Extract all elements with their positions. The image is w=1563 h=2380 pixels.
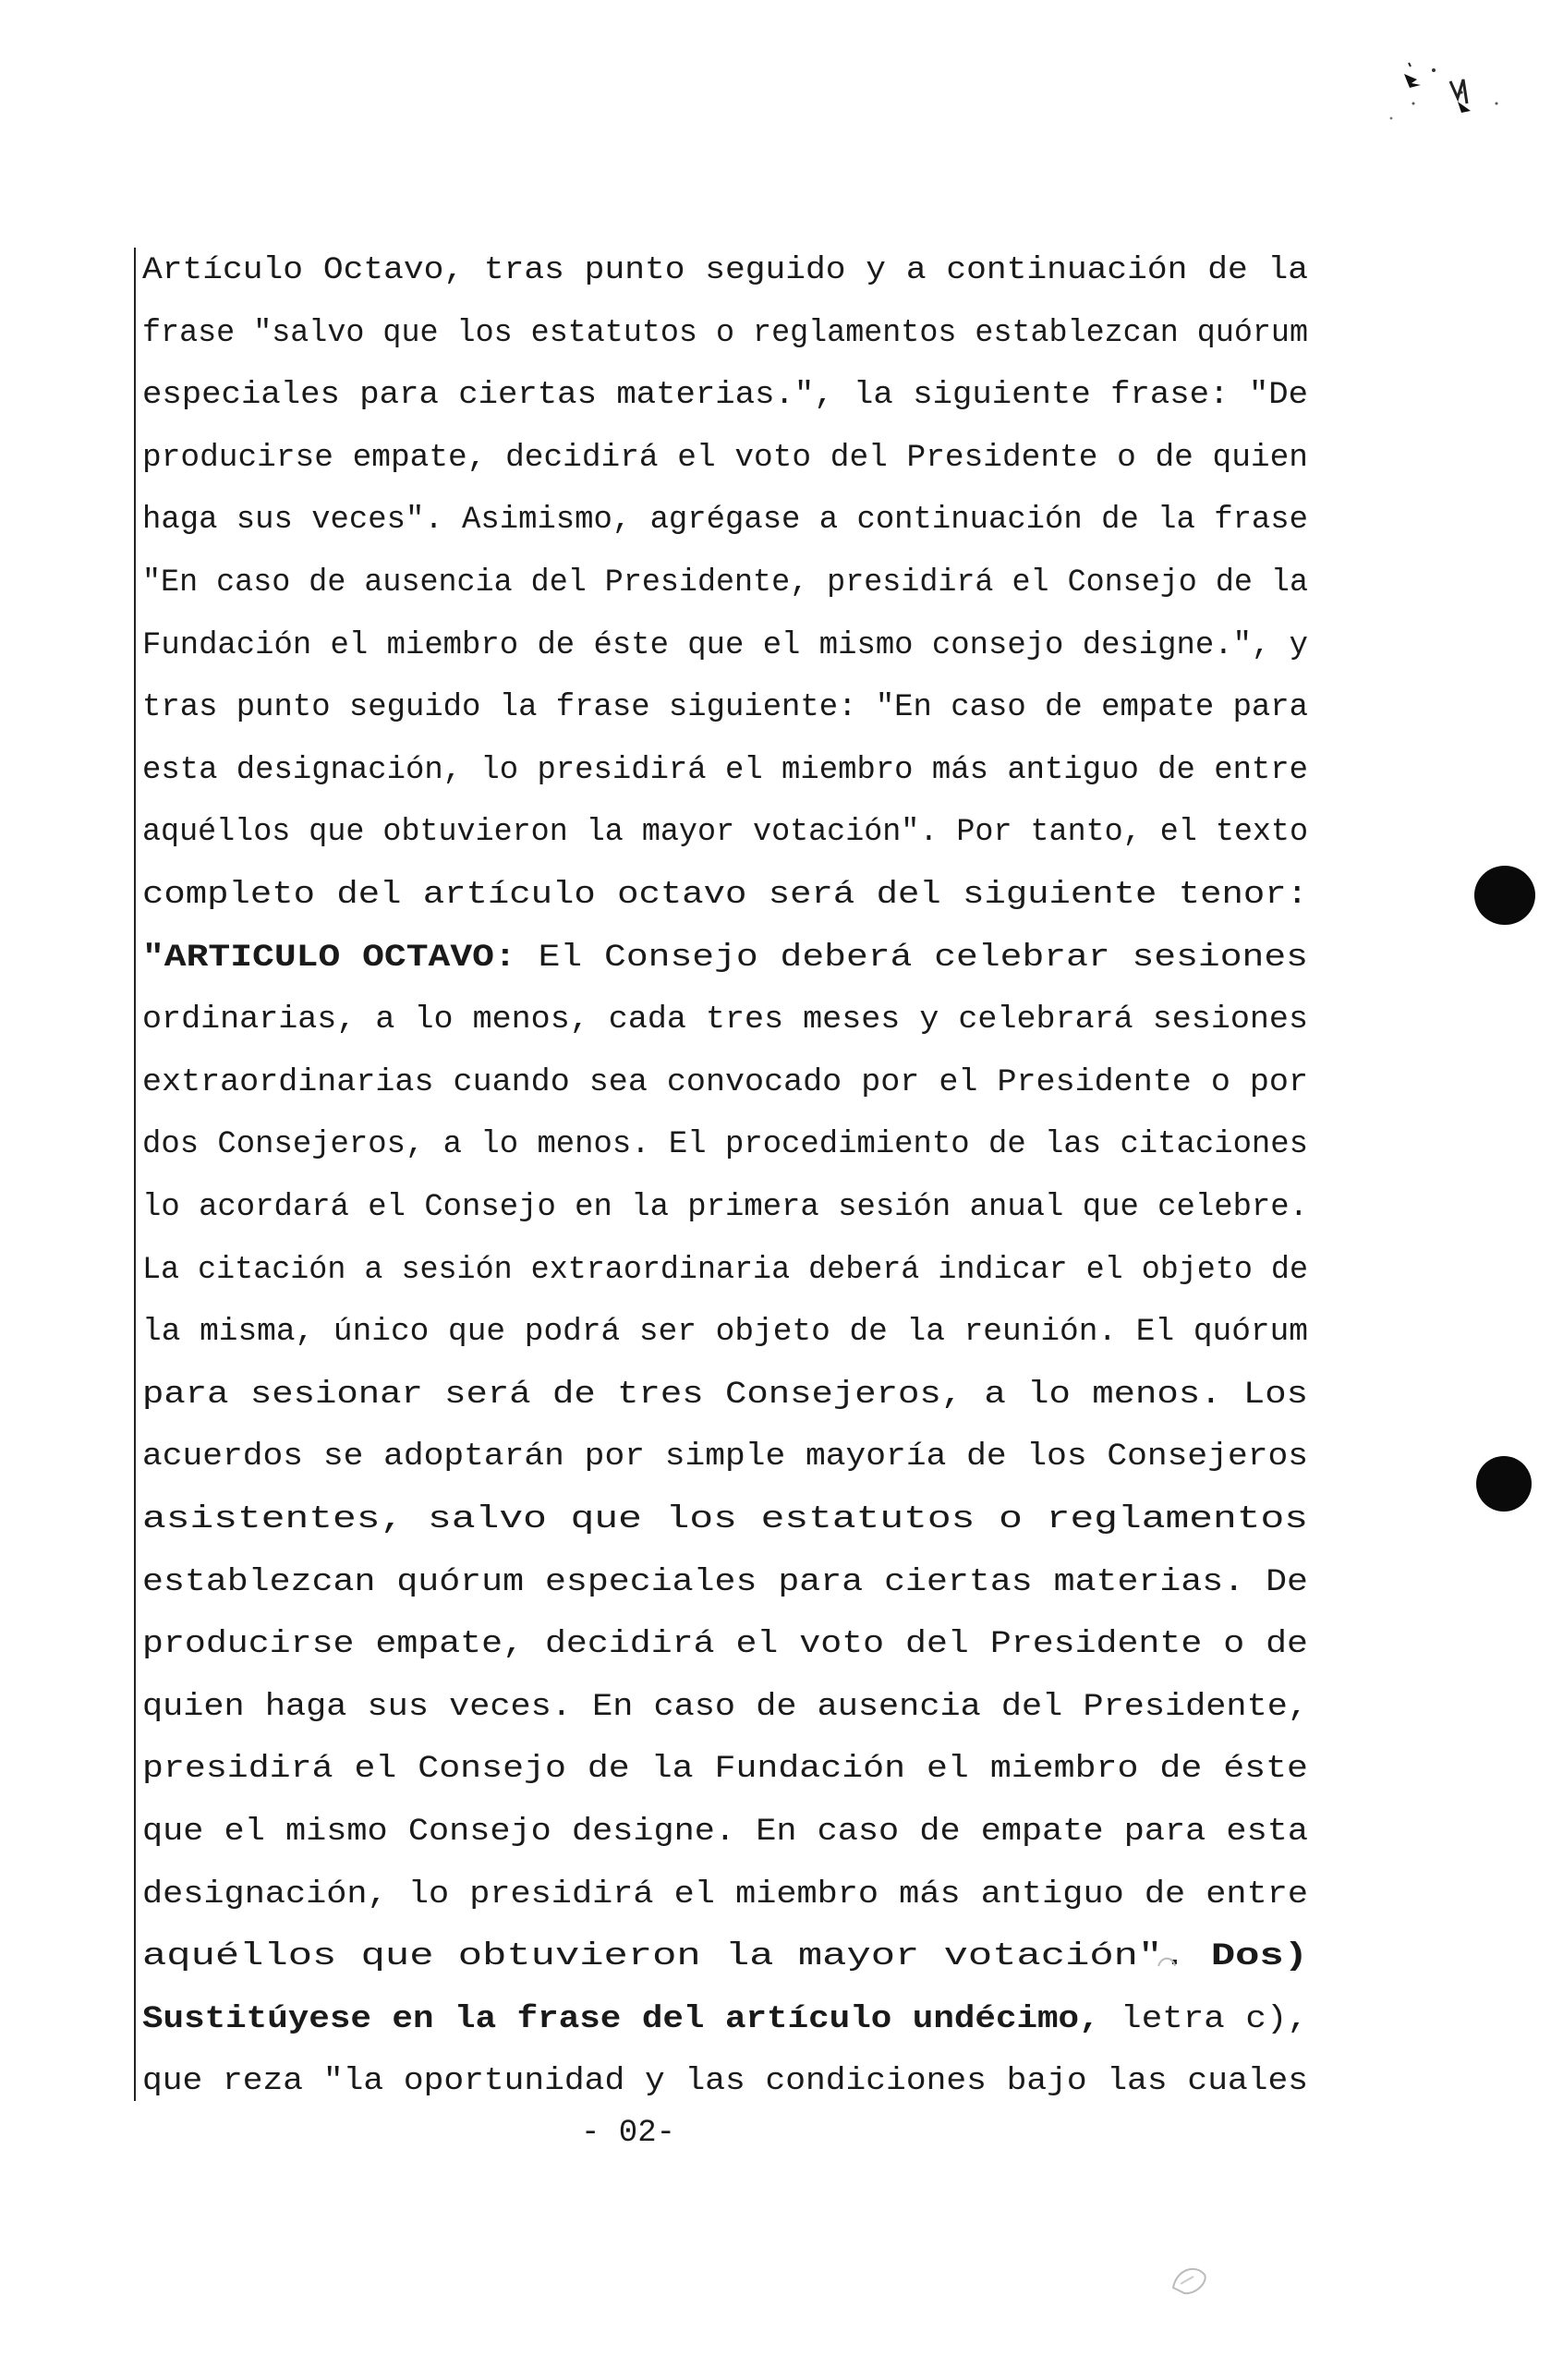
text-line-content [142, 1309, 1308, 1355]
text-line [142, 497, 1311, 560]
left-margin-rule [134, 248, 136, 2101]
text-line-content [142, 1872, 1308, 1918]
text-line [142, 1872, 1309, 1935]
text-line [142, 747, 1311, 810]
text-line [142, 1184, 1311, 1247]
text-line-content [142, 560, 1308, 606]
text-line-content [142, 1060, 1308, 1106]
scan-smudge-small [1153, 1949, 1181, 1977]
text-line-content [142, 1746, 1308, 1792]
text-line [142, 1746, 1308, 1809]
line-text: extraordinarias cuando sea convocado por el Presidente o por [142, 1064, 1309, 1100]
text-line-content [142, 1372, 1308, 1418]
text-line-content [142, 310, 1308, 357]
text-line-content [142, 1560, 1308, 1606]
line-text: "En caso de ausencia del Presidente, presidirá el Consejo de la [142, 565, 1308, 601]
line-text: esta designación, lo presidirá el miembro más antiguo de entre [142, 752, 1308, 788]
text-line-content [142, 1997, 1308, 2043]
line-text: la misma, único que podrá ser objeto de la reunión. El quórum [142, 1315, 1308, 1351]
text-line [142, 1621, 1308, 1684]
text-line [142, 1684, 1309, 1747]
text-line [142, 872, 1308, 935]
text-line [142, 1560, 1308, 1622]
text-line [142, 435, 1308, 498]
line-text: presidirá el Consejo de la Fundación el miembro de éste [142, 1752, 1308, 1788]
text-line-content [142, 747, 1308, 794]
line-text: tras punto seguido la frase siguiente: "En caso de empate para [142, 690, 1308, 726]
text-line-content [142, 1247, 1308, 1293]
line-text: producirse empate, decidirá el voto del Presidente o de quien [142, 440, 1308, 476]
text-line [142, 685, 1311, 747]
text-line-content [142, 248, 1308, 294]
text-line [142, 1809, 1309, 1872]
text-line-content [142, 2058, 1308, 2105]
text-line [142, 1372, 1308, 1435]
text-line [142, 1309, 1308, 1372]
line-text: aquéllos que obtuvieron la mayor votación". Por tanto, el texto [142, 815, 1308, 851]
line-text: quien haga sus veces. En caso de ausencia del Presidente, [142, 1689, 1309, 1725]
text-line [142, 1434, 1308, 1497]
text-line-content [142, 1184, 1308, 1231]
text-line [142, 935, 1308, 998]
line-text: completo del artículo octavo será del siguiente tenor: [142, 878, 1308, 913]
line-text: aquéllos que obtuvieron la mayor votación". [142, 1939, 1211, 1975]
text-line [142, 372, 1308, 435]
text-line-content [142, 1684, 1308, 1730]
text-line-content [142, 1497, 1308, 1543]
line-text: haga sus veces". Asimismo, agrégase a continuación de la frase [142, 503, 1308, 539]
text-line [142, 1247, 1329, 1310]
line-text: que reza "la oportunidad y las condiciones bajo las cuales [142, 2064, 1308, 2100]
punch-hole-top [1474, 866, 1535, 925]
text-line [142, 1122, 1311, 1184]
bold-text: "ARTICULO OCTAVO: [142, 940, 516, 976]
bold-text: Sustitúyese en la frase del artículo undécimo, [142, 2001, 1100, 2037]
text-line-content [142, 809, 1308, 856]
page-number: - 02- [580, 2116, 676, 2151]
line-text: El Consejo deberá celebrar sesiones [515, 940, 1308, 976]
line-text: designación, lo presidirá el miembro más antiguo de entre [142, 1876, 1309, 1912]
scan-smudge [1168, 2260, 1214, 2301]
text-line-content [142, 497, 1308, 543]
punch-hole-bottom [1476, 1456, 1532, 1512]
text-line [142, 248, 1308, 310]
text-line-content [142, 685, 1308, 731]
text-line-content [142, 997, 1308, 1043]
line-text: La citación a sesión extraordinaria deberá indicar el objeto de [142, 1252, 1308, 1288]
line-text: ordinarias, a lo menos, cada tres meses y celebrará sesiones [142, 1002, 1309, 1038]
text-line-content [142, 435, 1308, 481]
line-text: producirse empate, decidirá el voto del Presidente o de [142, 1627, 1308, 1663]
bold-text: Dos) [1210, 1939, 1308, 1975]
text-line [142, 1060, 1309, 1123]
line-text: Fundación el miembro de éste que el mismo consejo designe.", y [142, 627, 1308, 663]
line-text: letra c), [1099, 2001, 1308, 2037]
line-text: frase "salvo que los estatutos o reglamentos establezcan quórum [142, 315, 1308, 351]
scan-specks [1358, 37, 1563, 139]
text-line [142, 1997, 1308, 2059]
line-text: acuerdos se adoptarán por simple mayoría de los Consejeros [142, 1439, 1308, 1475]
line-text: Artículo Octavo, tras punto seguido y a continuación de la [142, 253, 1308, 288]
text-line-content [142, 372, 1308, 419]
text-line [142, 1934, 1308, 1997]
line-text: que el mismo Consejo designe. En caso de empate para esta [142, 1815, 1309, 1850]
text-line [142, 560, 1329, 623]
line-text: especiales para ciertas materias.", la siguiente frase: "De [142, 378, 1308, 414]
text-line-content [142, 623, 1308, 669]
line-text: dos Consejeros, a lo menos. El procedimiento de las citaciones [142, 1127, 1308, 1163]
text-line [142, 1497, 1308, 1560]
text-line-content [142, 1934, 1308, 1980]
text-line-content [142, 935, 1308, 981]
line-text: asistentes, salvo que los estatutos o reglamentos [142, 1502, 1308, 1537]
line-text: establezcan quórum especiales para ciertas materias. De [142, 1564, 1308, 1600]
text-line-content [142, 1621, 1308, 1668]
text-line-content [142, 1122, 1308, 1168]
line-text: lo acordará el Consejo en la primera sesión anual que celebre. [142, 1190, 1308, 1225]
text-line [142, 2058, 1308, 2121]
text-line [142, 997, 1309, 1060]
text-line-content [142, 872, 1308, 918]
text-line-content [142, 1809, 1308, 1855]
text-line [142, 809, 1329, 872]
text-line [142, 623, 1311, 686]
line-text: para sesionar será de tres Consejeros, a lo menos. Los [142, 1377, 1308, 1413]
text-line [142, 310, 1329, 373]
text-line-content [142, 1434, 1308, 1480]
